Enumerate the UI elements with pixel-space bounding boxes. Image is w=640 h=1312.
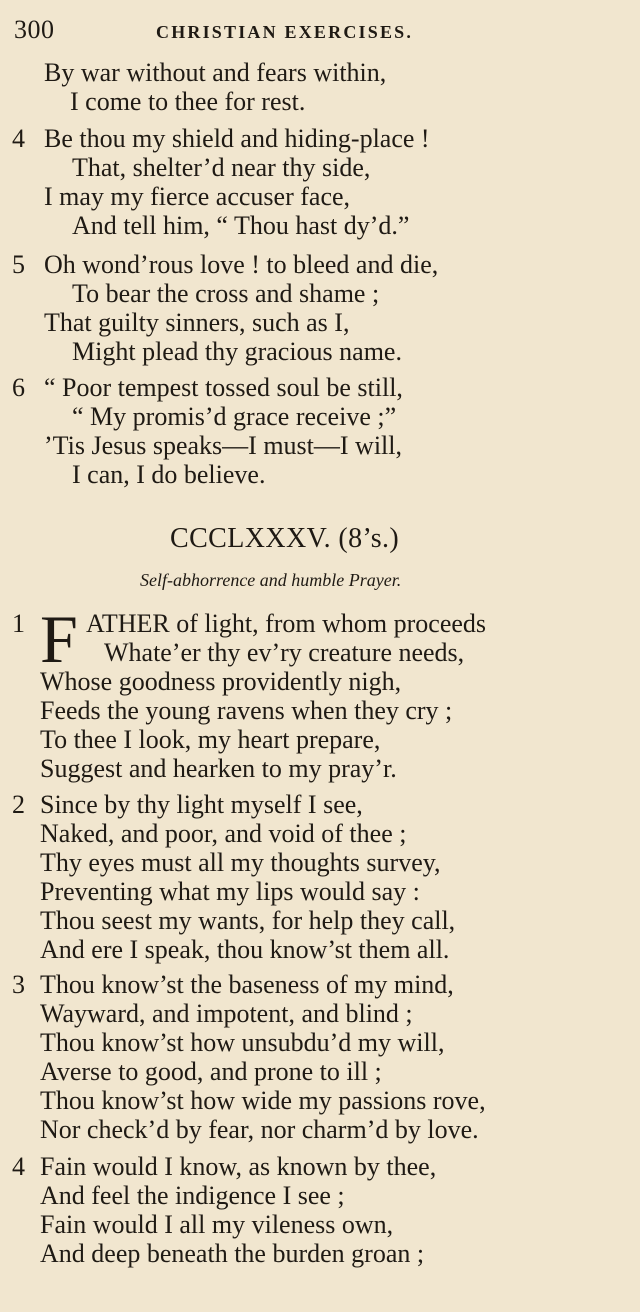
hymn-subtitle: Self-abhorrence and humble Prayer. [140, 570, 402, 590]
verse-line: That, shelter’d near thy side, [72, 153, 371, 182]
verse-line: Thy eyes must all my thoughts survey, [40, 848, 441, 877]
verse-line: That guilty sinners, such as I, [44, 308, 350, 337]
verse-line: I come to thee for rest. [70, 87, 306, 116]
verse-line: Preventing what my lips would say : [40, 877, 420, 906]
hymn-title: CCCLXXXV. (8’s.) [170, 523, 400, 554]
verse-line: And feel the indigence I see ; [40, 1181, 345, 1210]
verse-line: By war without and fears within, [44, 58, 387, 87]
verse-line: ATHER of light, from whom proceeds [86, 609, 487, 638]
verse-line: I can, I do believe. [72, 460, 266, 489]
stanza-number: 2 [12, 790, 25, 819]
verse-line: Be thou my shield and hiding-place ! [44, 124, 430, 153]
verse-line: Thou seest my wants, for help they call, [40, 906, 456, 935]
verse-line: Suggest and hearken to my pray’r. [40, 754, 397, 783]
verse-line: Averse to good, and prone to ill ; [40, 1057, 382, 1086]
verse-line: To thee I look, my heart prepare, [40, 725, 381, 754]
verse-line: Whose goodness providently nigh, [40, 667, 402, 696]
verse-line: And deep beneath the burden groan ; [40, 1239, 425, 1268]
verse-line: Thou know’st the baseness of my mind, [40, 970, 454, 999]
running-title: CHRISTIAN EXERCISES. [156, 22, 414, 42]
stanza-number: 3 [12, 970, 25, 999]
verse-line: “ Poor tempest tossed soul be still, [44, 373, 403, 402]
verse-line: Wayward, and impotent, and blind ; [40, 999, 413, 1028]
verse-line: I may my fierce accuser face, [44, 182, 351, 211]
verse-line: Since by thy light myself I see, [40, 790, 363, 819]
stanza-number: 5 [12, 250, 25, 279]
stanza-number: 6 [12, 373, 25, 402]
verse-line: Thou know’st how unsubdu’d my will, [40, 1028, 445, 1057]
verse-line: And ere I speak, thou know’st them all. [40, 935, 450, 964]
verse-line: Fain would I all my vileness own, [40, 1210, 394, 1239]
stanza-number: 1 [12, 609, 25, 638]
stanza-number: 4 [12, 1152, 25, 1181]
verse-line: Thou know’st how wide my passions rove, [40, 1086, 486, 1115]
verse-line: To bear the cross and shame ; [72, 279, 380, 308]
verse-line: Feeds the young ravens when they cry ; [40, 696, 453, 725]
page-header [14, 14, 534, 50]
verse-line: “ My promis’d grace receive ;” [72, 402, 397, 431]
verse-line: Whate’er thy ev’ry creature needs, [104, 638, 465, 667]
page-number: 300 [14, 15, 55, 44]
verse-line: Might plead thy gracious name. [72, 337, 402, 366]
stanza-number: 4 [12, 124, 25, 153]
verse-line: Nor check’d by fear, nor charm’d by love. [40, 1115, 479, 1144]
verse-line: Naked, and poor, and void of thee ; [40, 819, 407, 848]
drop-cap: F [40, 601, 78, 677]
verse-line: Fain would I know, as known by thee, [40, 1152, 437, 1181]
verse-line: Oh wond’rous love ! to bleed and die, [44, 250, 439, 279]
verse-line: And tell him, “ Thou hast dy’d.” [72, 211, 410, 240]
verse-line: ’Tis Jesus speaks—I must—I will, [44, 431, 403, 460]
